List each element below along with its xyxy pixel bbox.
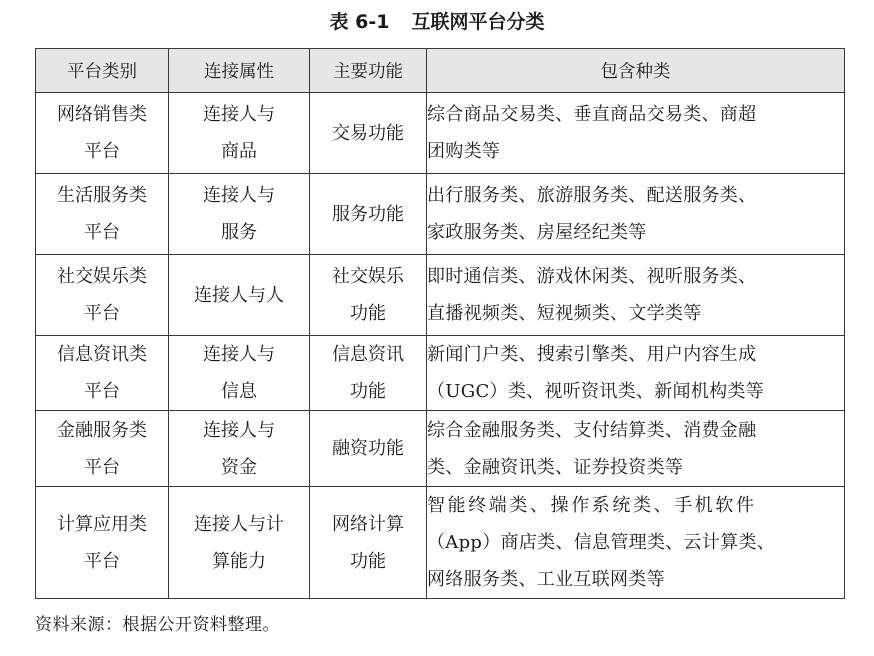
cell-connection: 连接人与 资金: [169, 411, 310, 487]
cell-types: 出行服务类、旅游服务类、配送服务类、 家政服务类、房屋经纪类等: [427, 174, 845, 255]
header-function: 主要功能: [310, 49, 427, 93]
table-title: [0, 8, 874, 36]
header-types: 包含种类: [427, 49, 845, 93]
header-row: [36, 49, 845, 93]
cell-connection: 连接人与 商品: [169, 93, 310, 174]
platform-classification-table: [35, 48, 845, 599]
cell-types: 即时通信类、游戏休闲类、视听服务类、 直播视频类、短视频类、文学类等: [427, 255, 845, 336]
cell-connection: 连接人与计 算能力: [169, 487, 310, 599]
table-row: [36, 487, 845, 599]
table-row: [36, 411, 845, 487]
cell-category: 信息资讯类 平台: [36, 336, 169, 411]
source-note: 资料来源：根据公开资料整理。: [35, 615, 280, 635]
table-row: [36, 255, 845, 336]
cell-types: 综合商品交易类、垂直商品交易类、商超 团购类等: [427, 93, 845, 174]
cell-types: 综合金融服务类、支付结算类、消费金融 类、金融资讯类、证券投资类等: [427, 411, 845, 487]
cell-types: 智能终端类、操作系统类、手机软件 （App）商店类、信息管理类、云计算类、 网络服务类、工业互联网类等: [427, 487, 845, 599]
cell-function: 信息资讯 功能: [310, 336, 427, 411]
table-row: [36, 174, 845, 255]
table-number: 表 6-1: [329, 11, 390, 33]
table-row: [36, 93, 845, 174]
cell-function: 社交娱乐 功能: [310, 255, 427, 336]
cell-category: 社交娱乐类 平台: [36, 255, 169, 336]
cell-category: 网络销售类 平台: [36, 93, 169, 174]
cell-category: 金融服务类 平台: [36, 411, 169, 487]
table-row: [36, 336, 845, 411]
cell-category: 计算应用类 平台: [36, 487, 169, 599]
table-title-text: 互联网平台分类: [411, 11, 545, 33]
cell-function: 网络计算 功能: [310, 487, 427, 599]
cell-types: 新闻门户类、搜索引擎类、用户内容生成 （UGC）类、视听资讯类、新闻机构类等: [427, 336, 845, 411]
cell-connection: 连接人与 服务: [169, 174, 310, 255]
cell-function: 融资功能: [310, 411, 427, 487]
cell-connection: 连接人与人: [169, 255, 310, 336]
cell-function: 服务功能: [310, 174, 427, 255]
header-category: 平台类别: [36, 49, 169, 93]
header-connection: 连接属性: [169, 49, 310, 93]
cell-connection: 连接人与 信息: [169, 336, 310, 411]
cell-category: 生活服务类 平台: [36, 174, 169, 255]
cell-function: 交易功能: [310, 93, 427, 174]
